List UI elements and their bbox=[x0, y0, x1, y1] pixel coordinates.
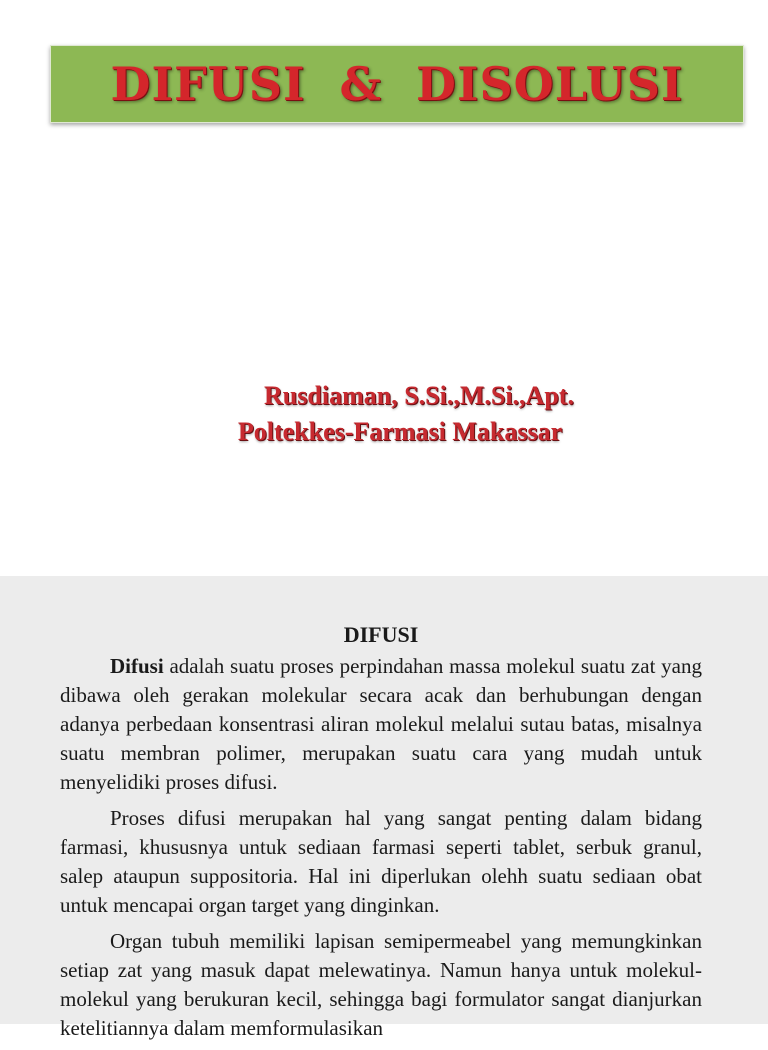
paragraph-3 bbox=[60, 927, 702, 1043]
paragraph-text: Organ tubuh memiliki lapisan semipermeabel yang memungkinkan setiap zat yang masuk dapat melewatinya. Namun hanya untuk molekul-molekul yang berukuran kecil, sehingga bagi formulator sangat dianjurkan ketelitiannya dalam memformulasikan bbox=[60, 929, 702, 1040]
title-banner bbox=[50, 45, 744, 123]
slide-title: DIFUSI & DISOLUSI bbox=[110, 57, 684, 111]
document-body bbox=[60, 620, 702, 1050]
paragraph-2 bbox=[60, 804, 702, 920]
paragraph-lead-term: Difusi bbox=[110, 654, 164, 678]
author-block bbox=[160, 378, 640, 450]
document-heading: DIFUSI bbox=[343, 622, 419, 647]
paragraph-text: Proses difusi merupakan hal yang sangat penting dalam bidang farmasi, khususnya untuk sediaan farmasi seperti tablet, serbuk granul, salep ataupun suppositoria. Hal ini diperlukan olehh suatu sediaan obat untuk mencapai organ target yang dinginkan. bbox=[60, 806, 702, 917]
author-name: Rusdiaman, S.Si.,M.Si.,Apt. bbox=[264, 381, 574, 410]
author-institution: Poltekkes-Farmasi Makassar bbox=[237, 417, 563, 446]
document-page bbox=[0, 576, 768, 1040]
paragraph-1 bbox=[60, 652, 702, 797]
paragraph-text: adalah suatu proses perpindahan massa molekul suatu zat yang dibawa oleh gerakan molekular secara acak dan berhubungan dengan adanya perbedaan konsentrasi aliran molekul melalui sutau batas, misalnya suatu membran polimer, merupakan suatu cara yang mudah untuk menyelidiki proses difusi. bbox=[60, 654, 702, 794]
